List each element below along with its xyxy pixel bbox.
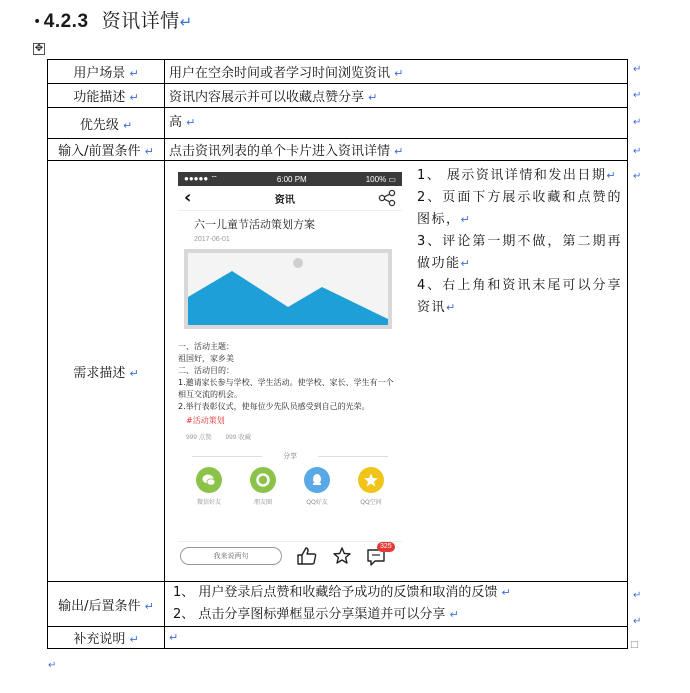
table-row [48, 60, 628, 84]
table-row [48, 108, 628, 139]
share-label: 分享 [178, 451, 402, 461]
requirement-item: 2、页面下方展示收藏和点赞的图标，↵ [417, 190, 622, 227]
table-move-handle-icon[interactable]: ✥ [34, 43, 44, 54]
row-label: 补充说明 ↵ [48, 627, 165, 649]
row-label: 输入/前置条件 ↵ [48, 139, 165, 161]
paragraph-mark-icon: ↵ [179, 13, 193, 31]
row-end-mark-icon: ↵ [633, 90, 642, 101]
row-label: 需求描述 ↵ [48, 161, 165, 582]
article-stats [186, 432, 402, 441]
paragraph-mark-icon: ↵ [48, 660, 57, 671]
outputs-cell [165, 582, 628, 627]
table-row [48, 84, 628, 108]
status-time: 6:00 PM [276, 174, 307, 184]
row-label: 优先级 ↵ [48, 108, 165, 139]
table-row [48, 139, 628, 161]
article-title: 六一儿童节活动策划方案 [194, 218, 315, 231]
table-resize-handle-icon[interactable]: □ [630, 640, 639, 650]
back-icon[interactable]: ‹ [184, 187, 192, 208]
row-value: ↵ [165, 627, 628, 649]
bottom-action-bar [178, 541, 402, 570]
table-row [48, 627, 628, 649]
article-image [184, 249, 392, 329]
share-qzone[interactable]: QQ空间 [354, 467, 388, 506]
nav-title: 资讯 [274, 194, 295, 206]
battery-indicator: 100% ▭ [365, 174, 396, 184]
row-end-mark-icon: ↵ [633, 590, 642, 601]
comment-count-badge: 325 [377, 542, 395, 552]
article-date: 2017-06-01 [194, 236, 230, 243]
comment-button[interactable] [366, 545, 392, 567]
requirement-item: 4、右上角和资讯末尾可以分享资讯↵ [417, 278, 622, 315]
table-row [48, 582, 628, 627]
article-tag[interactable]: #活动策划 [186, 416, 225, 425]
article-body: 一、活动主题： 祖国好，家乡美 二、活动目的： 1.邀请家长参与学校、学生活动。使学校、家长、学生有一个相互交流的机会。 2.举行表彰仪式，使每位少先队员感受到自己的光荣。 [178, 342, 394, 411]
qzone-icon [358, 467, 384, 493]
wechat-icon [196, 467, 222, 493]
share-wechat[interactable]: 微信好友 [192, 467, 226, 506]
status-bar [178, 172, 402, 186]
row-label: 输出/后置条件 ↵ [48, 582, 165, 627]
row-end-mark-icon: ↵ [633, 117, 642, 128]
section-number: 4.2.3 [43, 11, 89, 32]
row-value: 资讯内容展示并可以收藏点赞分享 ↵ [165, 84, 628, 108]
thumbs-up-icon[interactable] [296, 546, 318, 566]
row-end-mark-icon: ↵ [633, 64, 642, 75]
row-end-mark-icon: ↵ [633, 616, 642, 627]
section-heading: • 4.2.3 资讯详情↵ [33, 10, 193, 32]
share-moments[interactable]: 朋友圈 [246, 467, 280, 506]
row-end-mark-icon: ↵ [633, 146, 642, 157]
row-label: 功能描述 ↵ [48, 84, 165, 108]
moments-icon [250, 467, 276, 493]
requirement-item: 1、 展示资讯详情和发出日期↵ [417, 168, 618, 183]
phone-mockup [178, 172, 402, 570]
like-count: 999 点赞 [186, 434, 212, 441]
requirements-list [417, 165, 622, 319]
output-item: 1、 用户登录后点赞和收藏给予成功的反馈和取消的反馈 ↵ [173, 585, 511, 600]
share-qq[interactable]: QQ好友 [300, 467, 334, 506]
row-value: 用户在空余时间或者学习时间浏览资讯 ↵ [165, 60, 628, 84]
nav-bar [178, 186, 402, 211]
signal-icon: ●●●●● ⌔ [184, 174, 218, 183]
share-icon[interactable] [378, 189, 396, 207]
section-title: 资讯详情 [101, 10, 180, 32]
row-end-mark-icon: ↵ [633, 171, 642, 182]
share-options [178, 467, 402, 506]
comment-input[interactable]: 我来说两句 [180, 547, 282, 565]
row-label: 用户场景 ↵ [48, 60, 165, 84]
favorite-count: 999 收藏 [225, 434, 252, 441]
output-item: 2、 点击分享图标弹框显示分享渠道并可以分享 ↵ [173, 607, 459, 622]
requirement-item: 3、评论第一期不做，第二期再做功能↵ [417, 234, 622, 271]
row-value: 高 ↵ [165, 108, 628, 139]
star-icon[interactable] [332, 546, 352, 566]
row-value: 点击资讯列表的单个卡片进入资讯详情 ↵ [165, 139, 628, 161]
qq-icon [304, 467, 330, 493]
